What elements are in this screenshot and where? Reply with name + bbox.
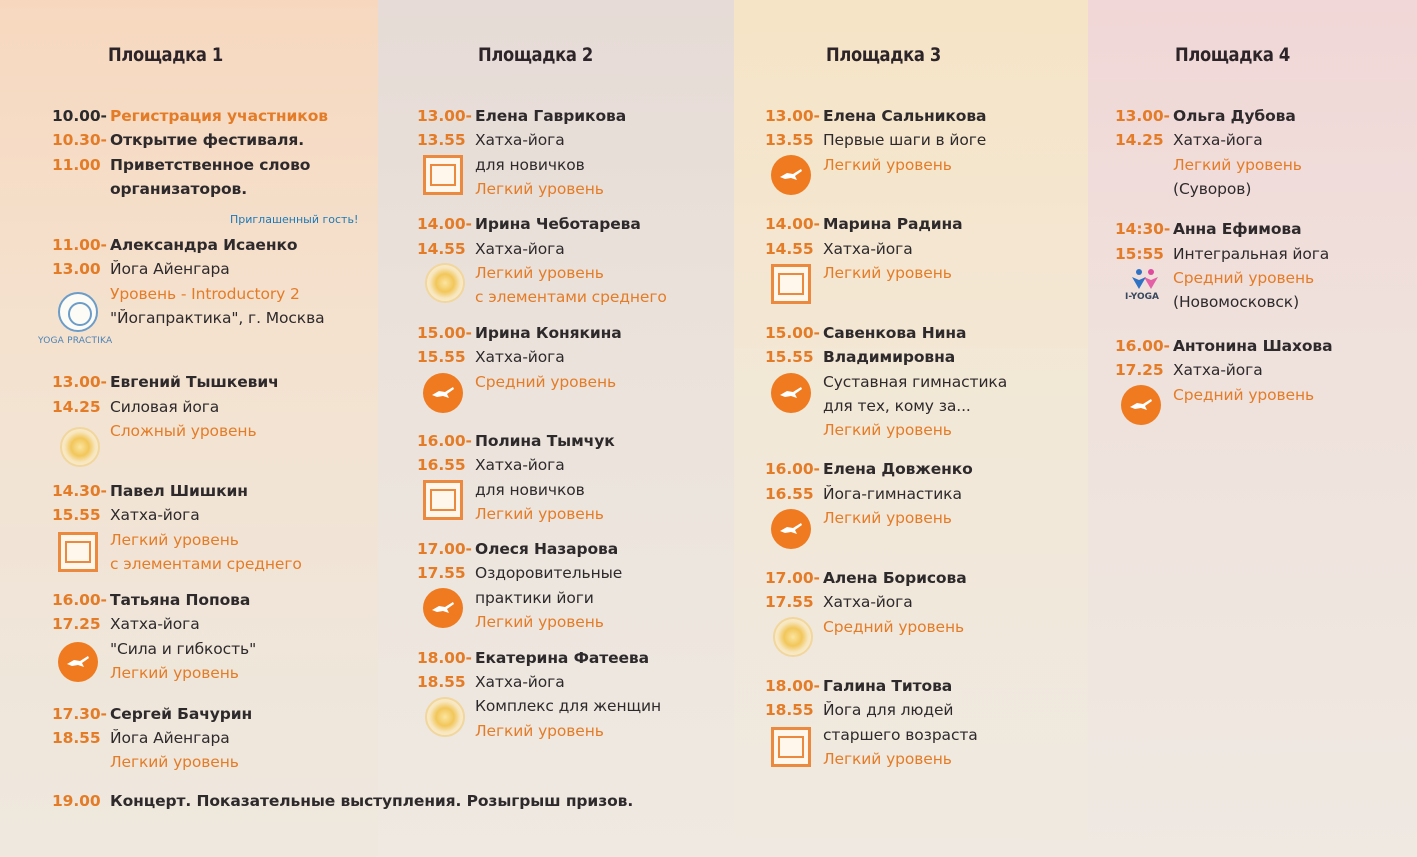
yoga-practika-logo: [58, 292, 98, 332]
orange-yoga-pose-logo: [771, 509, 811, 549]
sun-logo: [425, 263, 465, 303]
yoga-practika-logo-text: YOGA PRACTIKA: [38, 336, 113, 346]
i-yoga-logo-text: I-YOGA: [1125, 292, 1159, 302]
orange-yoga-pose-logo: [1121, 385, 1161, 425]
i-yoga-logo: [1128, 268, 1162, 290]
sun-logo: [60, 427, 100, 467]
square-studio-logo: [771, 727, 811, 767]
venue-title-4: Площадка 4: [1175, 44, 1290, 66]
guest-label: Приглашенный гость!: [230, 213, 359, 226]
orange-yoga-pose-logo: [771, 373, 811, 413]
square-studio-logo: [58, 532, 98, 572]
orange-yoga-pose-logo: [771, 155, 811, 195]
square-studio-logo: [423, 155, 463, 195]
venue-title-1: Площадка 1: [108, 44, 223, 66]
square-studio-logo: [771, 264, 811, 304]
orange-yoga-pose-logo: [58, 642, 98, 682]
orange-yoga-pose-logo: [423, 373, 463, 413]
venue-title-3: Площадка 3: [826, 44, 941, 66]
venue-title-2: Площадка 2: [478, 44, 593, 66]
sun-logo: [773, 617, 813, 657]
sun-logo: [425, 697, 465, 737]
orange-yoga-pose-logo: [423, 588, 463, 628]
square-studio-logo: [423, 480, 463, 520]
